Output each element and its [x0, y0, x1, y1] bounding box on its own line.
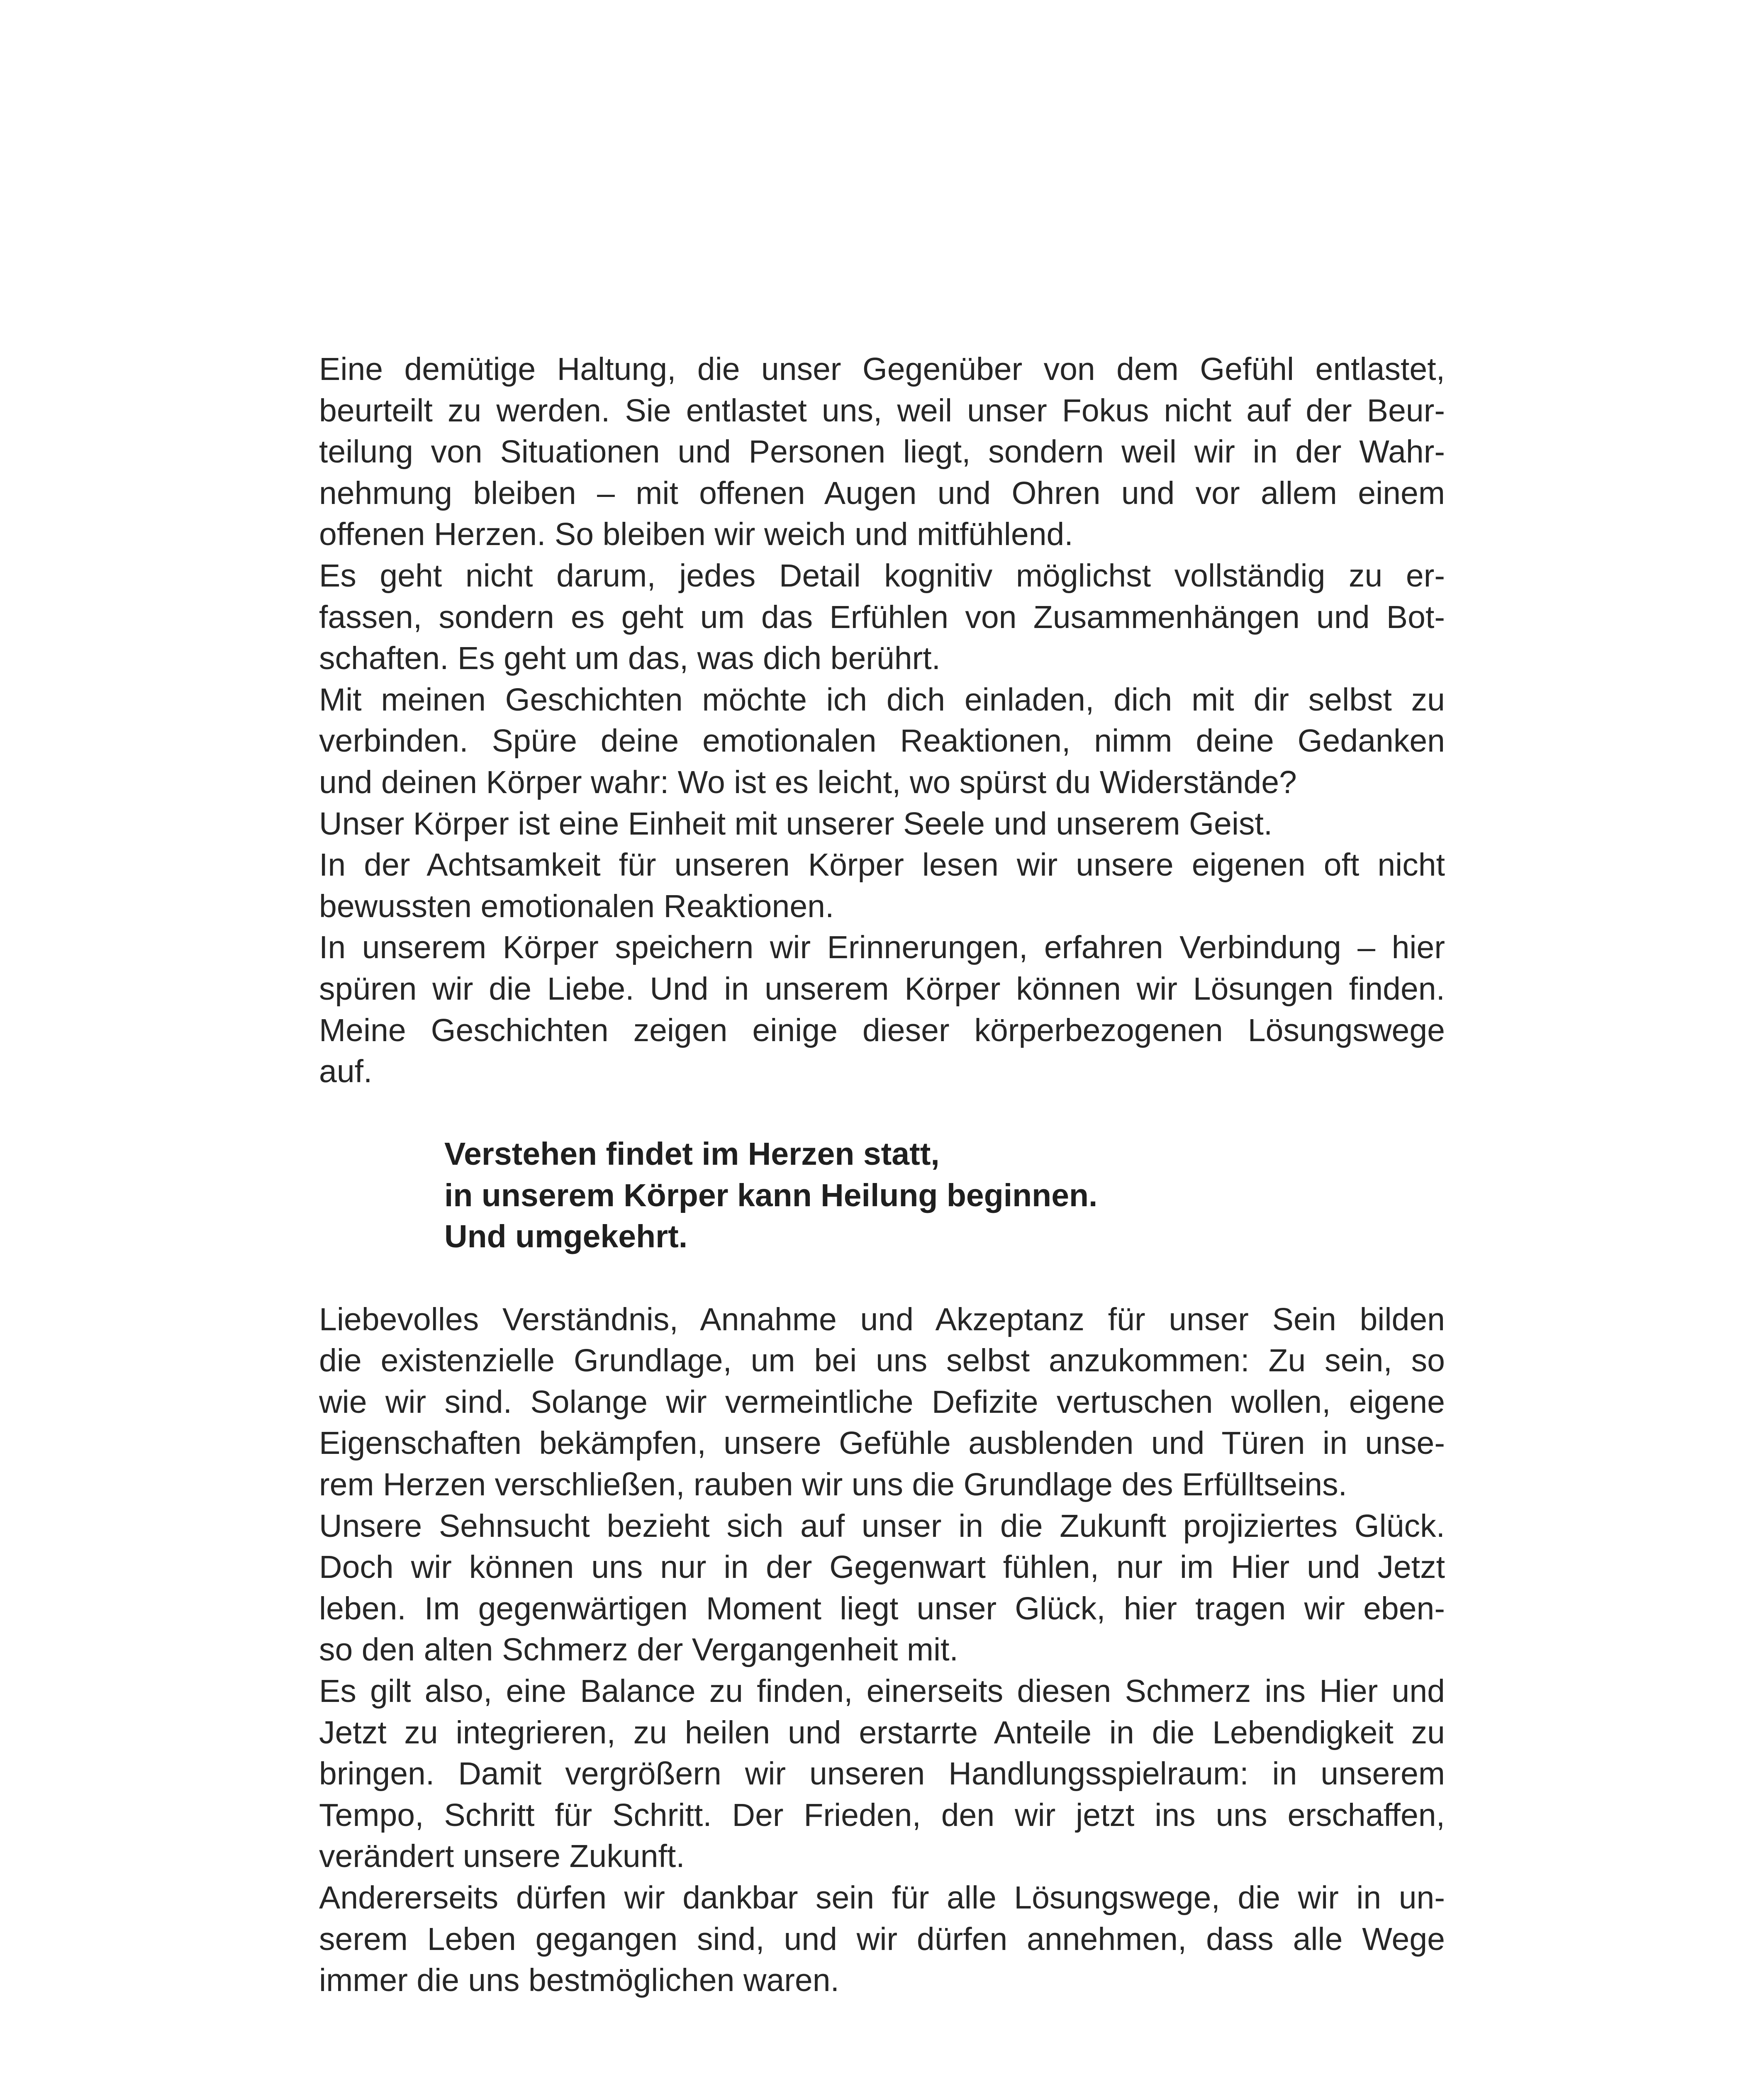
text-line: In der Achtsamkeit für unseren Körper lesen wir unsere eigenen oft nicht — [319, 847, 1445, 883]
text-line: Unsere Sehnsucht bezieht sich auf unser in die Zukunft projiziertes Glück. — [319, 1508, 1445, 1544]
text-line: verändert unsere Zukunft. — [319, 1838, 685, 1874]
block-quote — [319, 1134, 1445, 1258]
text-line: serem Leben gegangen sind, und wir dürfen annehmen, dass alle Wege — [319, 1921, 1445, 1957]
text-line: Unser Körper ist eine Einheit mit unserer Seele und unserem Geist. — [319, 806, 1273, 842]
text-line: auf. — [319, 1054, 373, 1090]
text-line: bewussten emotionalen Reaktionen. — [319, 888, 834, 924]
paragraph — [319, 1671, 1445, 1877]
text-line: Tempo, Schritt für Schritt. Der Frieden, den wir jetzt ins uns erschaffen, — [319, 1797, 1445, 1833]
text-line: teilung von Situationen und Personen liegt, sondern weil wir in der Wahr- — [319, 434, 1445, 470]
paragraph — [319, 679, 1445, 803]
text-line: Es geht nicht darum, jedes Detail kognitiv möglichst vollständig zu er- — [319, 557, 1445, 594]
text-line: Meine Geschichten zeigen einige dieser körperbezogenen Lösungswege — [319, 1012, 1445, 1048]
quote-line: Verstehen findet im Herzen statt, — [444, 1136, 940, 1172]
text-line: bringen. Damit vergrößern wir unseren Handlungsspielraum: in unserem — [319, 1756, 1445, 1792]
paragraph — [319, 555, 1445, 679]
text-line: Jetzt zu integrieren, zu heilen und erstarrte Anteile in die Lebendigkeit zu — [319, 1714, 1445, 1750]
quote-line: in unserem Körper kann Heilung beginnen. — [444, 1177, 1098, 1213]
text-line: Doch wir können uns nur in der Gegenwart fühlen, nur im Hier und Jetzt — [319, 1549, 1445, 1585]
paragraph — [319, 1506, 1445, 1671]
text-line: rem Herzen verschließen, rauben wir uns die Grundlage des Erfülltseins. — [319, 1467, 1347, 1503]
text-line: Es gilt also, eine Balance zu finden, einerseits diesen Schmerz ins Hier und — [319, 1673, 1445, 1709]
body-text — [319, 349, 1445, 2001]
paragraph — [319, 349, 1445, 555]
text-line: leben. Im gegenwärtigen Moment liegt unser Glück, hier tragen wir eben- — [319, 1590, 1445, 1626]
text-line: so den alten Schmerz der Vergangenheit mit. — [319, 1632, 958, 1668]
text-line: und deinen Körper wahr: Wo ist es leicht, wo spürst du Widerstände? — [319, 764, 1297, 800]
text-line: In unserem Körper speichern wir Erinnerungen, erfahren Verbindung – hier — [319, 930, 1445, 966]
text-line: verbinden. Spüre deine emotionalen Reaktionen, nimm deine Gedanken — [319, 723, 1445, 759]
text-line: Eine demütige Haltung, die unser Gegenüber von dem Gefühl entlastet, — [319, 351, 1445, 387]
text-line: Mit meinen Geschichten möchte ich dich einladen, dich mit dir selbst zu — [319, 682, 1445, 718]
paragraph — [319, 927, 1445, 1092]
text-line: schaften. Es geht um das, was dich berührt. — [319, 640, 941, 677]
text-line: immer die uns bestmöglichen waren. — [319, 1962, 839, 1999]
text-line: spüren wir die Liebe. Und in unserem Körper können wir Lösungen finden. — [319, 971, 1445, 1007]
text-line: Andererseits dürfen wir dankbar sein für alle Lösungswege, die wir in un- — [319, 1879, 1445, 1916]
text-line: Eigenschaften bekämpfen, unsere Gefühle ausblenden und Türen in unse- — [319, 1425, 1445, 1461]
paragraph — [319, 1877, 1445, 2001]
text-line: wie wir sind. Solange wir vermeintliche Defizite vertuschen wollen, eigene — [319, 1384, 1445, 1420]
text-line: fassen, sondern es geht um das Erfühlen von Zusammenhängen und Bot- — [319, 599, 1445, 635]
text-line: Liebevolles Verständnis, Annahme und Akzeptanz für unser Sein bilden — [319, 1301, 1445, 1337]
text-line: beurteilt zu werden. Sie entlastet uns, weil unser Fokus nicht auf der Beur- — [319, 392, 1445, 428]
quote-line: Und umgekehrt. — [444, 1219, 688, 1255]
text-line: offenen Herzen. So bleiben wir weich und mitfühlend. — [319, 516, 1073, 553]
paragraph — [319, 1299, 1445, 1506]
text-line: nehmung bleiben – mit offenen Augen und Ohren und vor allem einem — [319, 475, 1445, 511]
text-line: die existenzielle Grundlage, um bei uns selbst anzukommen: Zu sein, so — [319, 1343, 1445, 1379]
paragraph — [319, 803, 1445, 845]
paragraph — [319, 845, 1445, 927]
